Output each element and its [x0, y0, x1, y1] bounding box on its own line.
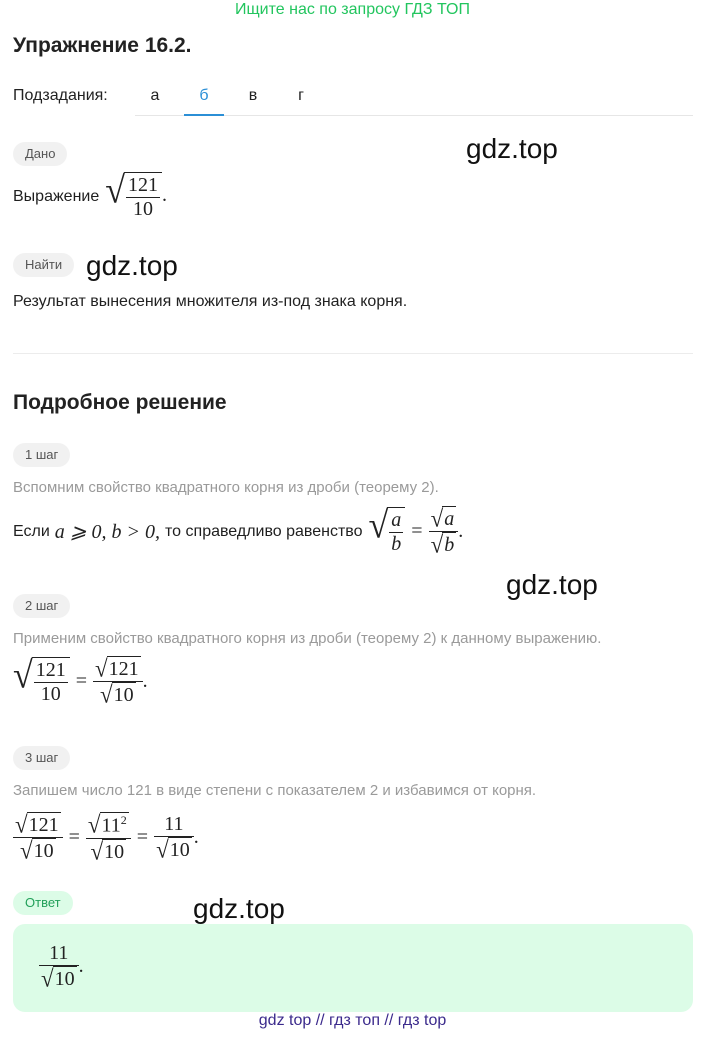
tab-g[interactable]: г [298, 87, 304, 104]
solution-title: Подробное решение [13, 391, 227, 414]
tab-b[interactable]: б [184, 87, 224, 116]
step3-badge: 3 шаг [13, 746, 70, 770]
step1-formula: Если a ⩾ 0, b > 0, то справедливо равенство √ $\frac{a}{b}$ = √ a √ b . [13, 503, 464, 558]
sqrt-given: √ $\frac{121}{10}$ [105, 172, 162, 221]
answer-den: 10 [54, 968, 75, 990]
tab-a[interactable]: а [150, 87, 160, 104]
step1-condition: a ⩾ 0, b > 0, [54, 521, 161, 544]
subtasks-bar [13, 78, 693, 116]
given-badge: Дано [13, 142, 67, 166]
given-prefix: Выражение [13, 187, 100, 205]
answer-badge: Ответ [13, 891, 73, 915]
subtask-tabs [135, 78, 693, 116]
given-expression [13, 168, 168, 221]
watermark-3: gdz.top [506, 569, 598, 600]
step3-formula: √ 121 √ 10 = √ $11^2$ √ 10 = 11 √ 10 . [15, 811, 199, 865]
find-badge: Найти [13, 253, 74, 277]
watermark-2: gdz.top [86, 250, 178, 281]
answer-formula: 11 √ 10 . [41, 942, 84, 992]
subtasks-label: Подзадания: [13, 87, 108, 104]
footer-links: gdz top // гдз топ // гдз top [258, 1012, 447, 1029]
given-end: . [162, 184, 168, 207]
step2-hint: Применим свойство квадратного корня из дроби (теорему 2) к данному выражению. [13, 630, 602, 647]
divider [13, 353, 693, 354]
step2-formula: √ $\frac{121}{10}$ = √ 121 √ 10 . [13, 653, 148, 708]
given-num: 121 [128, 174, 159, 196]
step3-hint: Запишем число 121 в виде степени с показателем 2 и избавимся от корня. [13, 782, 537, 799]
step1-mid: то справедливо равенство [165, 522, 363, 540]
given-den: 10 [133, 198, 154, 220]
top-banner: Ищите нас по запросу ГДЗ ТОП [235, 1, 470, 18]
find-text: Результат вынесения множителя из-под знака корня. [13, 293, 408, 310]
page-title: Упражнение 16.2. [13, 34, 192, 57]
step2-badge: 2 шаг [13, 594, 70, 618]
watermark-4: gdz.top [193, 893, 285, 924]
answer-box [13, 924, 693, 1012]
tab-v[interactable]: в [248, 87, 258, 104]
step1-badge: 1 шаг [13, 443, 70, 467]
answer-num: 11 [39, 942, 79, 966]
step1-if: Если [13, 522, 50, 540]
step1-hint: Вспомним свойство квадратного корня из дроби (теорему 2). [13, 479, 439, 496]
watermark-1: gdz.top [466, 133, 558, 164]
